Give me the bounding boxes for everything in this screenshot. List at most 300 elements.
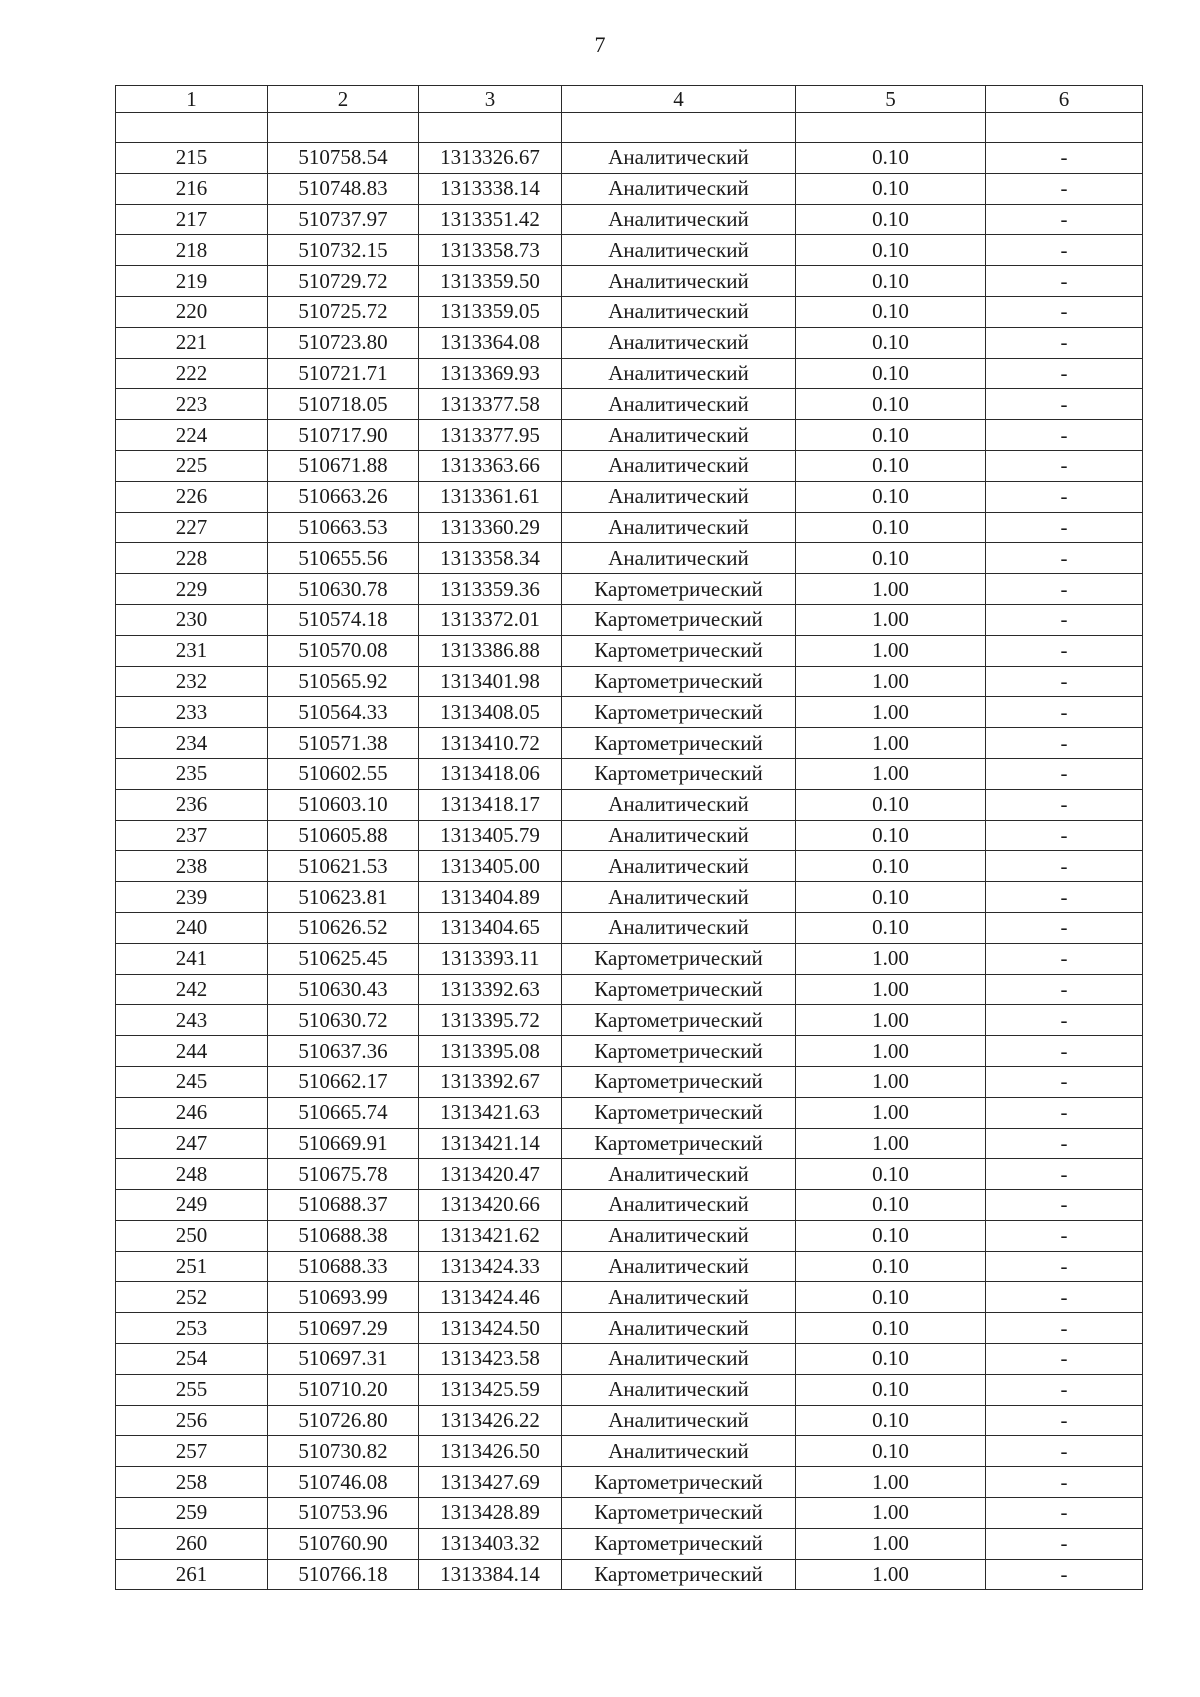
note-cell: - <box>986 420 1143 451</box>
y-coordinate-cell: 1313372.01 <box>419 604 562 635</box>
table-row <box>116 543 1143 574</box>
y-coordinate-cell: 1313404.89 <box>419 882 562 913</box>
x-coordinate-cell: 510655.56 <box>268 543 419 574</box>
point-number-cell: 255 <box>116 1374 268 1405</box>
x-coordinate-cell: 510603.10 <box>268 789 419 820</box>
y-coordinate-cell: 1313428.89 <box>419 1498 562 1529</box>
table-row <box>116 666 1143 697</box>
table-row <box>116 882 1143 913</box>
method-cell: Аналитический <box>562 1374 796 1405</box>
y-coordinate-cell: 1313421.63 <box>419 1097 562 1128</box>
point-number-cell: 258 <box>116 1467 268 1498</box>
coordinates-table <box>115 85 1143 1590</box>
x-coordinate-cell: 510669.91 <box>268 1128 419 1159</box>
accuracy-cell: 1.00 <box>796 604 986 635</box>
accuracy-cell: 1.00 <box>796 1559 986 1590</box>
note-cell: - <box>986 1005 1143 1036</box>
point-number-cell: 243 <box>116 1005 268 1036</box>
x-coordinate-cell: 510717.90 <box>268 420 419 451</box>
x-coordinate-cell: 510726.80 <box>268 1405 419 1436</box>
accuracy-cell: 1.00 <box>796 1467 986 1498</box>
accuracy-cell: 0.10 <box>796 1313 986 1344</box>
y-coordinate-cell: 1313426.22 <box>419 1405 562 1436</box>
accuracy-cell: 0.10 <box>796 882 986 913</box>
y-coordinate-cell: 1313421.14 <box>419 1128 562 1159</box>
note-cell: - <box>986 1066 1143 1097</box>
point-number-cell: 236 <box>116 789 268 820</box>
accuracy-cell: 0.10 <box>796 1159 986 1190</box>
point-number-cell: 253 <box>116 1313 268 1344</box>
table-row <box>116 697 1143 728</box>
accuracy-cell: 1.00 <box>796 1128 986 1159</box>
table-row <box>116 943 1143 974</box>
method-cell: Аналитический <box>562 358 796 389</box>
note-cell: - <box>986 728 1143 759</box>
y-coordinate-cell: 1313401.98 <box>419 666 562 697</box>
y-coordinate-cell: 1313408.05 <box>419 697 562 728</box>
x-coordinate-cell: 510570.08 <box>268 635 419 666</box>
point-number-cell: 220 <box>116 296 268 327</box>
column-header-row <box>116 86 1143 113</box>
accuracy-cell: 0.10 <box>796 1405 986 1436</box>
point-number-cell: 251 <box>116 1251 268 1282</box>
y-coordinate-cell: 1313421.62 <box>419 1220 562 1251</box>
method-cell: Аналитический <box>562 1282 796 1313</box>
table-row <box>116 1313 1143 1344</box>
point-number-cell: 250 <box>116 1220 268 1251</box>
method-cell: Картометрический <box>562 697 796 728</box>
table-row <box>116 1190 1143 1221</box>
table-row <box>116 728 1143 759</box>
table-row <box>116 204 1143 235</box>
method-cell: Аналитический <box>562 1220 796 1251</box>
accuracy-cell: 0.10 <box>796 235 986 266</box>
accuracy-cell: 1.00 <box>796 574 986 605</box>
note-cell: - <box>986 820 1143 851</box>
table-row <box>116 1159 1143 1190</box>
accuracy-cell: 0.10 <box>796 820 986 851</box>
accuracy-cell: 1.00 <box>796 666 986 697</box>
method-cell: Картометрический <box>562 1128 796 1159</box>
column-header: 5 <box>796 86 986 113</box>
x-coordinate-cell: 510621.53 <box>268 851 419 882</box>
note-cell: - <box>986 296 1143 327</box>
y-coordinate-cell: 1313393.11 <box>419 943 562 974</box>
y-coordinate-cell: 1313403.32 <box>419 1528 562 1559</box>
y-coordinate-cell: 1313326.67 <box>419 143 562 174</box>
x-coordinate-cell: 510710.20 <box>268 1374 419 1405</box>
method-cell: Аналитический <box>562 512 796 543</box>
method-cell: Аналитический <box>562 882 796 913</box>
method-cell: Картометрический <box>562 758 796 789</box>
x-coordinate-cell: 510630.78 <box>268 574 419 605</box>
point-number-cell: 239 <box>116 882 268 913</box>
point-number-cell: 240 <box>116 912 268 943</box>
y-coordinate-cell: 1313359.36 <box>419 574 562 605</box>
table-row <box>116 789 1143 820</box>
y-coordinate-cell: 1313377.95 <box>419 420 562 451</box>
accuracy-cell: 0.10 <box>796 1190 986 1221</box>
point-number-cell: 224 <box>116 420 268 451</box>
y-coordinate-cell: 1313392.67 <box>419 1066 562 1097</box>
note-cell: - <box>986 450 1143 481</box>
point-number-cell: 227 <box>116 512 268 543</box>
table-row <box>116 143 1143 174</box>
x-coordinate-cell: 510748.83 <box>268 173 419 204</box>
y-coordinate-cell: 1313358.34 <box>419 543 562 574</box>
blank-cell <box>268 113 419 143</box>
y-coordinate-cell: 1313369.93 <box>419 358 562 389</box>
accuracy-cell: 0.10 <box>796 358 986 389</box>
point-number-cell: 225 <box>116 450 268 481</box>
method-cell: Картометрический <box>562 1498 796 1529</box>
accuracy-cell: 1.00 <box>796 635 986 666</box>
method-cell: Аналитический <box>562 543 796 574</box>
method-cell: Картометрический <box>562 1528 796 1559</box>
x-coordinate-cell: 510753.96 <box>268 1498 419 1529</box>
table-row <box>116 1036 1143 1067</box>
point-number-cell: 257 <box>116 1436 268 1467</box>
x-coordinate-cell: 510693.99 <box>268 1282 419 1313</box>
column-header: 2 <box>268 86 419 113</box>
y-coordinate-cell: 1313405.79 <box>419 820 562 851</box>
method-cell: Аналитический <box>562 420 796 451</box>
note-cell: - <box>986 204 1143 235</box>
method-cell: Аналитический <box>562 1405 796 1436</box>
y-coordinate-cell: 1313384.14 <box>419 1559 562 1590</box>
accuracy-cell: 1.00 <box>796 728 986 759</box>
note-cell: - <box>986 1344 1143 1375</box>
column-header: 4 <box>562 86 796 113</box>
x-coordinate-cell: 510605.88 <box>268 820 419 851</box>
table-row <box>116 327 1143 358</box>
method-cell: Аналитический <box>562 173 796 204</box>
y-coordinate-cell: 1313427.69 <box>419 1467 562 1498</box>
accuracy-cell: 0.10 <box>796 543 986 574</box>
y-coordinate-cell: 1313424.33 <box>419 1251 562 1282</box>
method-cell: Картометрический <box>562 1097 796 1128</box>
accuracy-cell: 0.10 <box>796 266 986 297</box>
method-cell: Аналитический <box>562 204 796 235</box>
note-cell: - <box>986 1498 1143 1529</box>
y-coordinate-cell: 1313351.42 <box>419 204 562 235</box>
point-number-cell: 256 <box>116 1405 268 1436</box>
table-row <box>116 820 1143 851</box>
accuracy-cell: 0.10 <box>796 481 986 512</box>
note-cell: - <box>986 512 1143 543</box>
table-row <box>116 1005 1143 1036</box>
x-coordinate-cell: 510721.71 <box>268 358 419 389</box>
method-cell: Аналитический <box>562 1313 796 1344</box>
y-coordinate-cell: 1313425.59 <box>419 1374 562 1405</box>
point-number-cell: 247 <box>116 1128 268 1159</box>
y-coordinate-cell: 1313404.65 <box>419 912 562 943</box>
note-cell: - <box>986 481 1143 512</box>
blank-cell <box>986 113 1143 143</box>
accuracy-cell: 1.00 <box>796 1498 986 1529</box>
y-coordinate-cell: 1313359.05 <box>419 296 562 327</box>
method-cell: Аналитический <box>562 266 796 297</box>
x-coordinate-cell: 510574.18 <box>268 604 419 635</box>
table-row <box>116 604 1143 635</box>
point-number-cell: 234 <box>116 728 268 759</box>
x-coordinate-cell: 510688.33 <box>268 1251 419 1282</box>
table-row <box>116 574 1143 605</box>
method-cell: Картометрический <box>562 974 796 1005</box>
point-number-cell: 242 <box>116 974 268 1005</box>
accuracy-cell: 0.10 <box>796 1220 986 1251</box>
x-coordinate-cell: 510718.05 <box>268 389 419 420</box>
y-coordinate-cell: 1313420.66 <box>419 1190 562 1221</box>
method-cell: Аналитический <box>562 450 796 481</box>
note-cell: - <box>986 635 1143 666</box>
x-coordinate-cell: 510675.78 <box>268 1159 419 1190</box>
table-row <box>116 1405 1143 1436</box>
point-number-cell: 232 <box>116 666 268 697</box>
x-coordinate-cell: 510766.18 <box>268 1559 419 1590</box>
accuracy-cell: 0.10 <box>796 450 986 481</box>
accuracy-cell: 0.10 <box>796 1251 986 1282</box>
note-cell: - <box>986 543 1143 574</box>
x-coordinate-cell: 510732.15 <box>268 235 419 266</box>
method-cell: Картометрический <box>562 1036 796 1067</box>
note-cell: - <box>986 1405 1143 1436</box>
table-row <box>116 512 1143 543</box>
note-cell: - <box>986 1128 1143 1159</box>
accuracy-cell: 0.10 <box>796 789 986 820</box>
method-cell: Картометрический <box>562 1467 796 1498</box>
table-row <box>116 1251 1143 1282</box>
note-cell: - <box>986 1190 1143 1221</box>
x-coordinate-cell: 510623.81 <box>268 882 419 913</box>
accuracy-cell: 0.10 <box>796 327 986 358</box>
table-row <box>116 1374 1143 1405</box>
point-number-cell: 226 <box>116 481 268 512</box>
x-coordinate-cell: 510729.72 <box>268 266 419 297</box>
table-row <box>116 1467 1143 1498</box>
note-cell: - <box>986 1220 1143 1251</box>
y-coordinate-cell: 1313395.72 <box>419 1005 562 1036</box>
note-cell: - <box>986 1467 1143 1498</box>
y-coordinate-cell: 1313410.72 <box>419 728 562 759</box>
method-cell: Аналитический <box>562 1190 796 1221</box>
x-coordinate-cell: 510630.43 <box>268 974 419 1005</box>
y-coordinate-cell: 1313392.63 <box>419 974 562 1005</box>
table-row <box>116 974 1143 1005</box>
y-coordinate-cell: 1313424.46 <box>419 1282 562 1313</box>
y-coordinate-cell: 1313420.47 <box>419 1159 562 1190</box>
accuracy-cell: 0.10 <box>796 851 986 882</box>
point-number-cell: 252 <box>116 1282 268 1313</box>
method-cell: Аналитический <box>562 389 796 420</box>
table-row <box>116 358 1143 389</box>
table-row <box>116 1344 1143 1375</box>
note-cell: - <box>986 974 1143 1005</box>
x-coordinate-cell: 510746.08 <box>268 1467 419 1498</box>
table-row <box>116 450 1143 481</box>
method-cell: Аналитический <box>562 1436 796 1467</box>
note-cell: - <box>986 1313 1143 1344</box>
note-cell: - <box>986 1097 1143 1128</box>
y-coordinate-cell: 1313418.17 <box>419 789 562 820</box>
table-row <box>116 635 1143 666</box>
note-cell: - <box>986 173 1143 204</box>
y-coordinate-cell: 1313358.73 <box>419 235 562 266</box>
note-cell: - <box>986 1282 1143 1313</box>
table-row <box>116 1220 1143 1251</box>
y-coordinate-cell: 1313360.29 <box>419 512 562 543</box>
note-cell: - <box>986 666 1143 697</box>
point-number-cell: 221 <box>116 327 268 358</box>
x-coordinate-cell: 510723.80 <box>268 327 419 358</box>
method-cell: Аналитический <box>562 235 796 266</box>
x-coordinate-cell: 510730.82 <box>268 1436 419 1467</box>
note-cell: - <box>986 143 1143 174</box>
point-number-cell: 215 <box>116 143 268 174</box>
point-number-cell: 235 <box>116 758 268 789</box>
blank-cell <box>116 113 268 143</box>
point-number-cell: 237 <box>116 820 268 851</box>
point-number-cell: 238 <box>116 851 268 882</box>
point-number-cell: 249 <box>116 1190 268 1221</box>
y-coordinate-cell: 1313423.58 <box>419 1344 562 1375</box>
x-coordinate-cell: 510688.37 <box>268 1190 419 1221</box>
accuracy-cell: 0.10 <box>796 1344 986 1375</box>
x-coordinate-cell: 510602.55 <box>268 758 419 789</box>
table-row <box>116 1498 1143 1529</box>
accuracy-cell: 1.00 <box>796 697 986 728</box>
accuracy-cell: 1.00 <box>796 1066 986 1097</box>
note-cell: - <box>986 758 1143 789</box>
table-row <box>116 296 1143 327</box>
x-coordinate-cell: 510665.74 <box>268 1097 419 1128</box>
table-body <box>116 86 1143 1590</box>
accuracy-cell: 1.00 <box>796 1036 986 1067</box>
y-coordinate-cell: 1313405.00 <box>419 851 562 882</box>
point-number-cell: 241 <box>116 943 268 974</box>
method-cell: Картометрический <box>562 728 796 759</box>
point-number-cell: 230 <box>116 604 268 635</box>
table-row <box>116 1282 1143 1313</box>
method-cell: Картометрический <box>562 635 796 666</box>
note-cell: - <box>986 358 1143 389</box>
point-number-cell: 223 <box>116 389 268 420</box>
note-cell: - <box>986 1251 1143 1282</box>
x-coordinate-cell: 510688.38 <box>268 1220 419 1251</box>
method-cell: Аналитический <box>562 851 796 882</box>
y-coordinate-cell: 1313395.08 <box>419 1036 562 1067</box>
accuracy-cell: 0.10 <box>796 204 986 235</box>
y-coordinate-cell: 1313386.88 <box>419 635 562 666</box>
accuracy-cell: 0.10 <box>796 1436 986 1467</box>
column-header: 6 <box>986 86 1143 113</box>
table-row <box>116 1128 1143 1159</box>
method-cell: Аналитический <box>562 327 796 358</box>
note-cell: - <box>986 851 1143 882</box>
method-cell: Картометрический <box>562 666 796 697</box>
note-cell: - <box>986 1559 1143 1590</box>
x-coordinate-cell: 510671.88 <box>268 450 419 481</box>
table-row <box>116 758 1143 789</box>
accuracy-cell: 1.00 <box>796 943 986 974</box>
table-row <box>116 420 1143 451</box>
point-number-cell: 229 <box>116 574 268 605</box>
point-number-cell: 228 <box>116 543 268 574</box>
method-cell: Аналитический <box>562 1344 796 1375</box>
point-number-cell: 261 <box>116 1559 268 1590</box>
method-cell: Аналитический <box>562 789 796 820</box>
note-cell: - <box>986 697 1143 728</box>
table-row <box>116 851 1143 882</box>
table-row <box>116 266 1143 297</box>
note-cell: - <box>986 1036 1143 1067</box>
method-cell: Картометрический <box>562 574 796 605</box>
x-coordinate-cell: 510663.53 <box>268 512 419 543</box>
accuracy-cell: 0.10 <box>796 912 986 943</box>
method-cell: Аналитический <box>562 296 796 327</box>
method-cell: Картометрический <box>562 1066 796 1097</box>
accuracy-cell: 0.10 <box>796 143 986 174</box>
accuracy-cell: 1.00 <box>796 1528 986 1559</box>
accuracy-cell: 0.10 <box>796 296 986 327</box>
accuracy-cell: 1.00 <box>796 1005 986 1036</box>
note-cell: - <box>986 1159 1143 1190</box>
y-coordinate-cell: 1313377.58 <box>419 389 562 420</box>
y-coordinate-cell: 1313363.66 <box>419 450 562 481</box>
table-row <box>116 481 1143 512</box>
x-coordinate-cell: 510565.92 <box>268 666 419 697</box>
note-cell: - <box>986 266 1143 297</box>
x-coordinate-cell: 510626.52 <box>268 912 419 943</box>
y-coordinate-cell: 1313359.50 <box>419 266 562 297</box>
method-cell: Аналитический <box>562 481 796 512</box>
x-coordinate-cell: 510564.33 <box>268 697 419 728</box>
note-cell: - <box>986 574 1143 605</box>
x-coordinate-cell: 510630.72 <box>268 1005 419 1036</box>
note-cell: - <box>986 327 1143 358</box>
blank-row <box>116 113 1143 143</box>
method-cell: Аналитический <box>562 912 796 943</box>
point-number-cell: 259 <box>116 1498 268 1529</box>
table-row <box>116 1066 1143 1097</box>
x-coordinate-cell: 510571.38 <box>268 728 419 759</box>
x-coordinate-cell: 510697.29 <box>268 1313 419 1344</box>
note-cell: - <box>986 604 1143 635</box>
method-cell: Картометрический <box>562 943 796 974</box>
table-row <box>116 173 1143 204</box>
y-coordinate-cell: 1313424.50 <box>419 1313 562 1344</box>
x-coordinate-cell: 510662.17 <box>268 1066 419 1097</box>
table-row <box>116 1559 1143 1590</box>
y-coordinate-cell: 1313364.08 <box>419 327 562 358</box>
point-number-cell: 260 <box>116 1528 268 1559</box>
table-row <box>116 389 1143 420</box>
point-number-cell: 244 <box>116 1036 268 1067</box>
y-coordinate-cell: 1313426.50 <box>419 1436 562 1467</box>
note-cell: - <box>986 235 1143 266</box>
page-number: 7 <box>594 32 606 57</box>
note-cell: - <box>986 1436 1143 1467</box>
accuracy-cell: 0.10 <box>796 1282 986 1313</box>
point-number-cell: 219 <box>116 266 268 297</box>
point-number-cell: 216 <box>116 173 268 204</box>
note-cell: - <box>986 882 1143 913</box>
table-row <box>116 1528 1143 1559</box>
table-row <box>116 1097 1143 1128</box>
method-cell: Картометрический <box>562 604 796 635</box>
accuracy-cell: 0.10 <box>796 173 986 204</box>
table-row <box>116 1436 1143 1467</box>
